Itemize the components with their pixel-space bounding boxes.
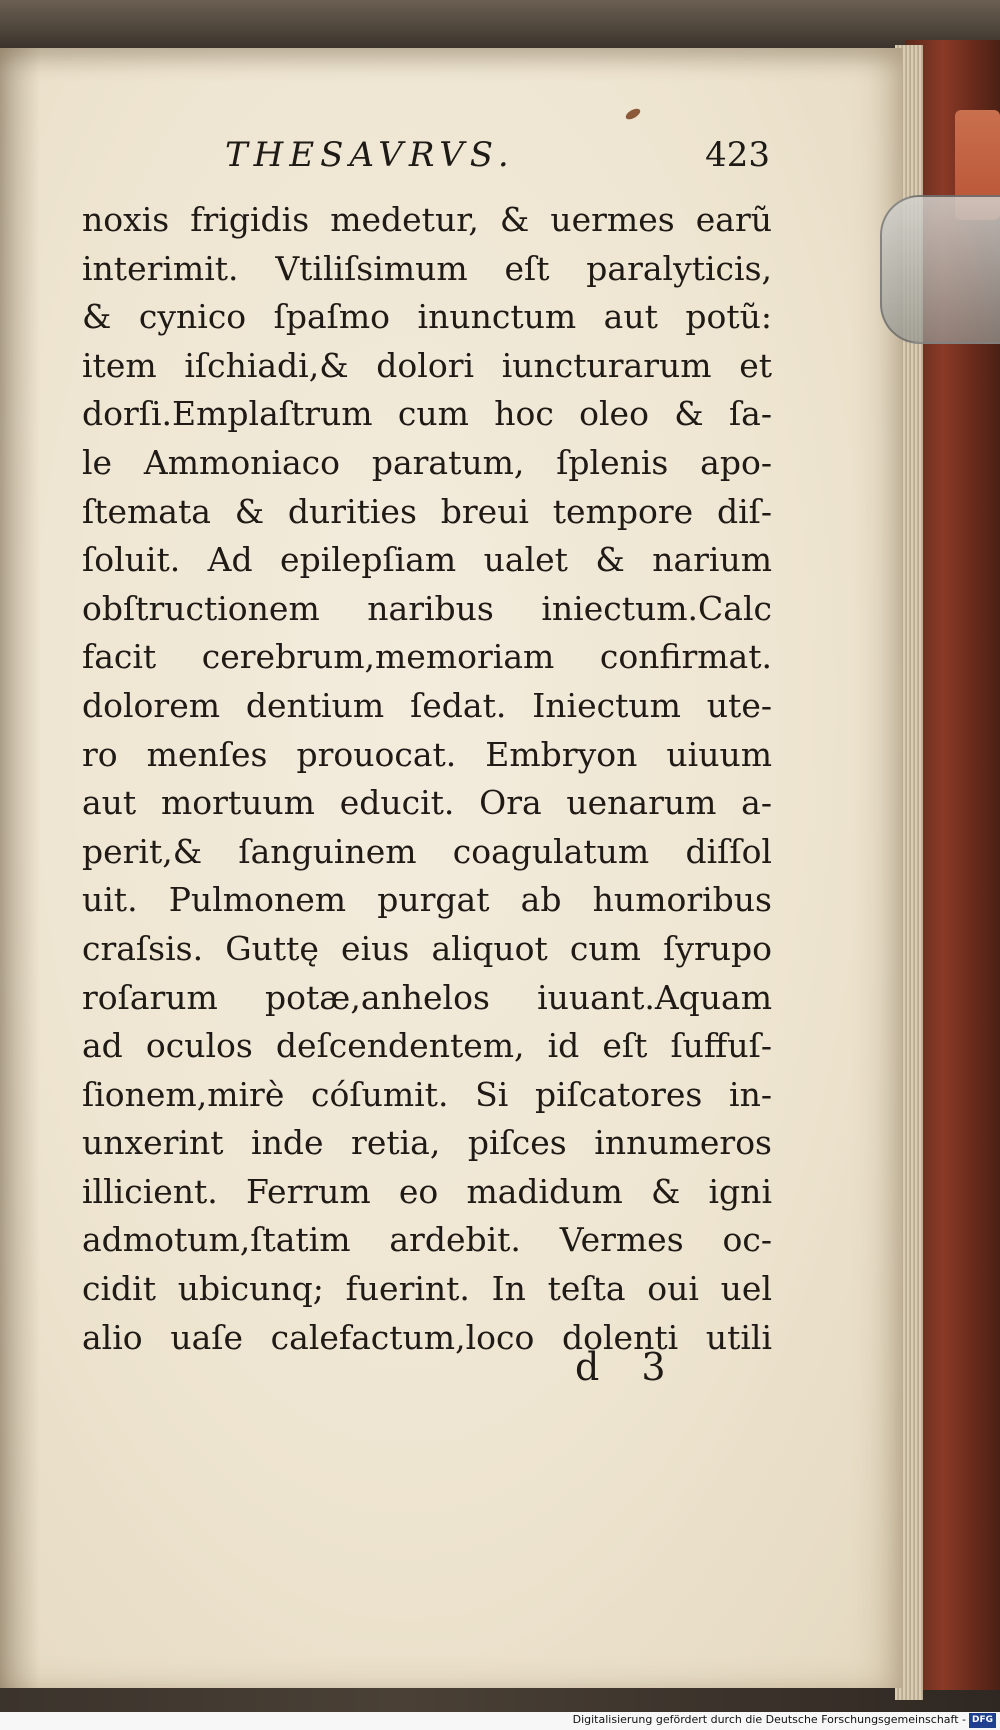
text-line: illicient. Ferrum eo madidum & igni — [82, 1171, 772, 1211]
gutter-shadow — [0, 48, 40, 1688]
text-line: admotum,ſtatim ardebit. Vermes oc- — [82, 1220, 772, 1260]
text-line: dorſi.Emplaſtrum cum hoc oleo & ſa- — [82, 394, 772, 434]
text-line: aut mortuum educit. Ora uenarum a- — [82, 783, 772, 823]
text-line: cidit ubicunq; fuerint. In teſta oui uel — [82, 1269, 772, 1309]
text-line: dolorem dentium ſedat. Iniectum ute- — [82, 685, 772, 725]
text-line: craſsis. Guttę eius aliquot cum ſyrupo — [82, 928, 772, 968]
text-line: ad oculos deſcendentem, id eſt ſuffuſ- — [82, 1026, 772, 1066]
page-clip — [880, 195, 1000, 344]
text-line: ro menſes prouocat. Embryon uiuum — [82, 734, 772, 774]
running-title: THESAVRVS. — [225, 135, 515, 175]
text-line: ſoluit. Ad epilepſiam ualet & narium — [82, 540, 772, 580]
signature-mark — [575, 1345, 708, 1389]
digitization-footer — [0, 1712, 1000, 1730]
text-line: facit cerebrum,memoriam confirmat. — [82, 637, 772, 677]
footer-credit: Digitalisierung gefördert durch die Deutsche Forschungsgemeinschaft - — [572, 1713, 966, 1726]
text-line: unxerint inde retia, piſces innumeros — [82, 1123, 772, 1163]
text-line: perit,& ſanguinem coagulatum diſſol — [82, 831, 772, 871]
text-line: alio uaſe calefactum,loco dolenti utili — [82, 1317, 772, 1357]
text-line: uit. Pulmonem purgat ab humoribus — [82, 880, 772, 920]
signature-number: 3 — [641, 1345, 666, 1389]
page-number: 423 — [705, 135, 770, 175]
text-line: le Ammoniaco paratum, ſplenis apo- — [82, 442, 772, 482]
text-line: noxis frigidis medetur, & uermes earũ — [82, 200, 772, 239]
text-line: item iſchiadi,& dolori iuncturarum et — [82, 345, 772, 385]
signature-letter: d — [575, 1345, 600, 1389]
running-head — [80, 135, 770, 195]
text-line: interimit. Vtiliſsimum eſt paralyticis, — [82, 248, 772, 288]
book-top-edge — [0, 0, 1000, 55]
dfg-logo-icon: DFG — [969, 1713, 996, 1728]
text-line: ſionem,mirè cóſumit. Si piſcatores in- — [82, 1074, 772, 1114]
text-line: & cynico ſpaſmo inunctum aut potũ: — [82, 297, 772, 337]
text-line: roſarum potæ,anhelos iuuant.Aquam — [82, 977, 772, 1017]
text-line: obſtructionem naribus iniectum.Calc — [82, 588, 772, 628]
text-line: ſtemata & durities breui tempore diſ- — [82, 491, 772, 531]
body-text — [82, 196, 772, 1362]
